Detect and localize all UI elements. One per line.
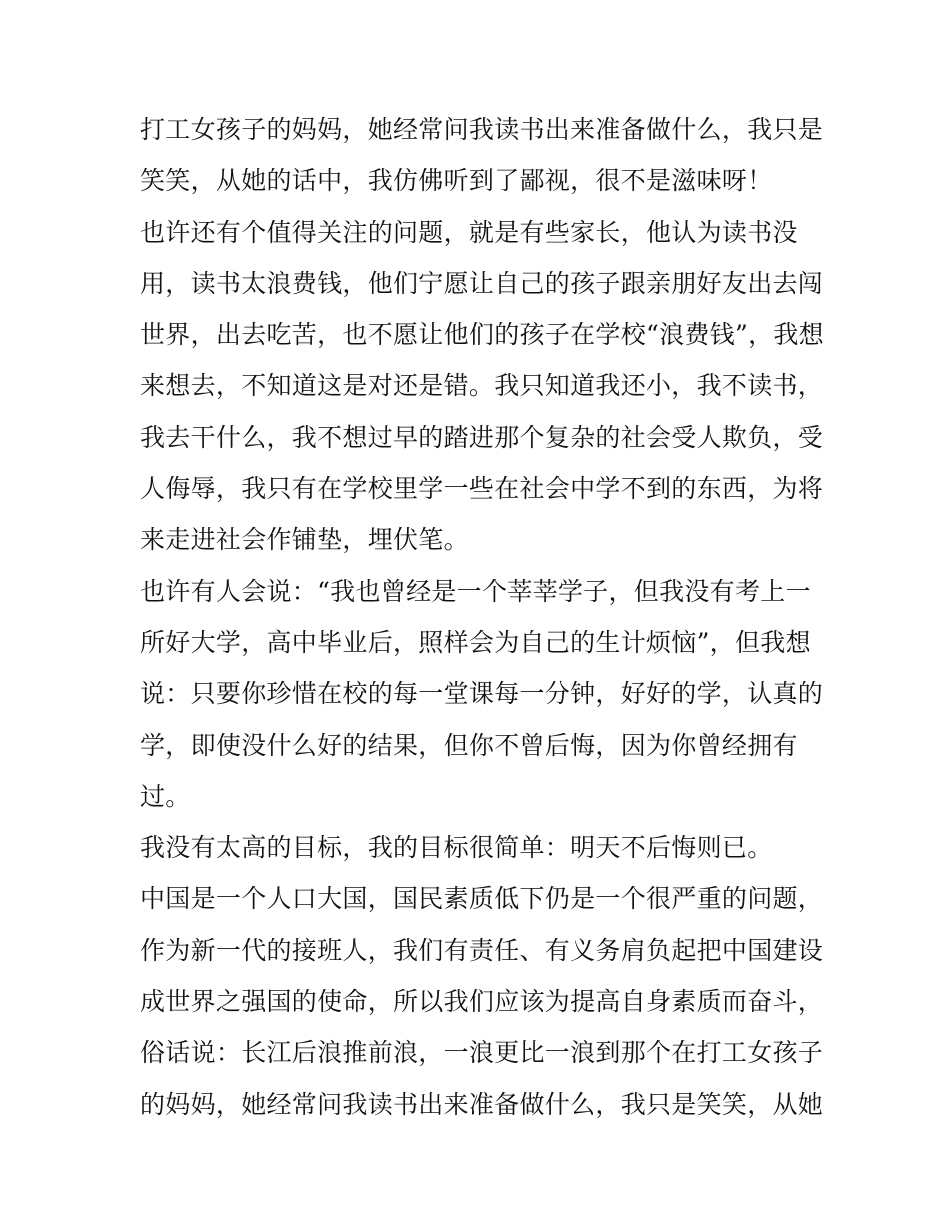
text-line: 用，读书太浪费钱，他们宁愿让自己的孩子跟亲朋好友出去闯 xyxy=(140,268,824,298)
text-line: 我没有太高的目标，我的目标很简单：明天不后悔则已。 xyxy=(140,833,773,863)
text-line: 作为新一代的接班人，我们有责任、有义务肩负起把中国建设 xyxy=(140,935,824,965)
text-line: 中国是一个人口大国，国民素质低下仍是一个很严重的问题， xyxy=(140,884,824,914)
document-body xyxy=(140,104,830,1130)
text-line: 来走进社会作铺垫，埋伏笔。 xyxy=(140,525,469,555)
text-line: 笑笑，从她的话中，我仿佛听到了鄙视，很不是滋味呀！ xyxy=(140,166,773,196)
text-line: 成世界之强国的使命，所以我们应该为提高自身素质而奋斗， xyxy=(140,987,824,1017)
text-line: 所好大学，高中毕业后，照样会为自己的生计烦恼”，但我想 xyxy=(140,627,811,657)
text-line: 的妈妈，她经常问我读书出来准备做什么，我只是笑笑，从她 xyxy=(140,1089,824,1119)
text-line: 人侮辱，我只有在学校里学一些在社会中学不到的东西，为将 xyxy=(140,474,824,504)
text-line: 世界，出去吃苦，也不愿让他们的孩子在学校“浪费钱”，我想 xyxy=(140,320,824,350)
text-line: 我去干什么，我不想过早的踏进那个复杂的社会受人欺负，受 xyxy=(140,422,824,452)
text-line: 学，即使没什么好的结果，但你不曾后悔，因为你曾经拥有 xyxy=(140,730,798,760)
text-line: 打工女孩子的妈妈，她经常问我读书出来准备做什么，我只是 xyxy=(140,115,824,144)
text-line: 俗话说：长江后浪推前浪，一浪更比一浪到那个在打工女孩子 xyxy=(140,1038,824,1068)
text-line: 说：只要你珍惜在校的每一堂课每一分钟，好好的学，认真的 xyxy=(140,679,824,709)
text-line: 来想去，不知道这是对还是错。我只知道我还小，我不读书， xyxy=(140,371,824,401)
text-line: 也许还有个值得关注的问题，就是有些家长，他认为读书没 xyxy=(140,217,798,247)
text-line: 也许有人会说：“我也曾经是一个莘莘学子，但我没有考上一 xyxy=(140,576,811,606)
text-line: 过。 xyxy=(140,781,191,811)
